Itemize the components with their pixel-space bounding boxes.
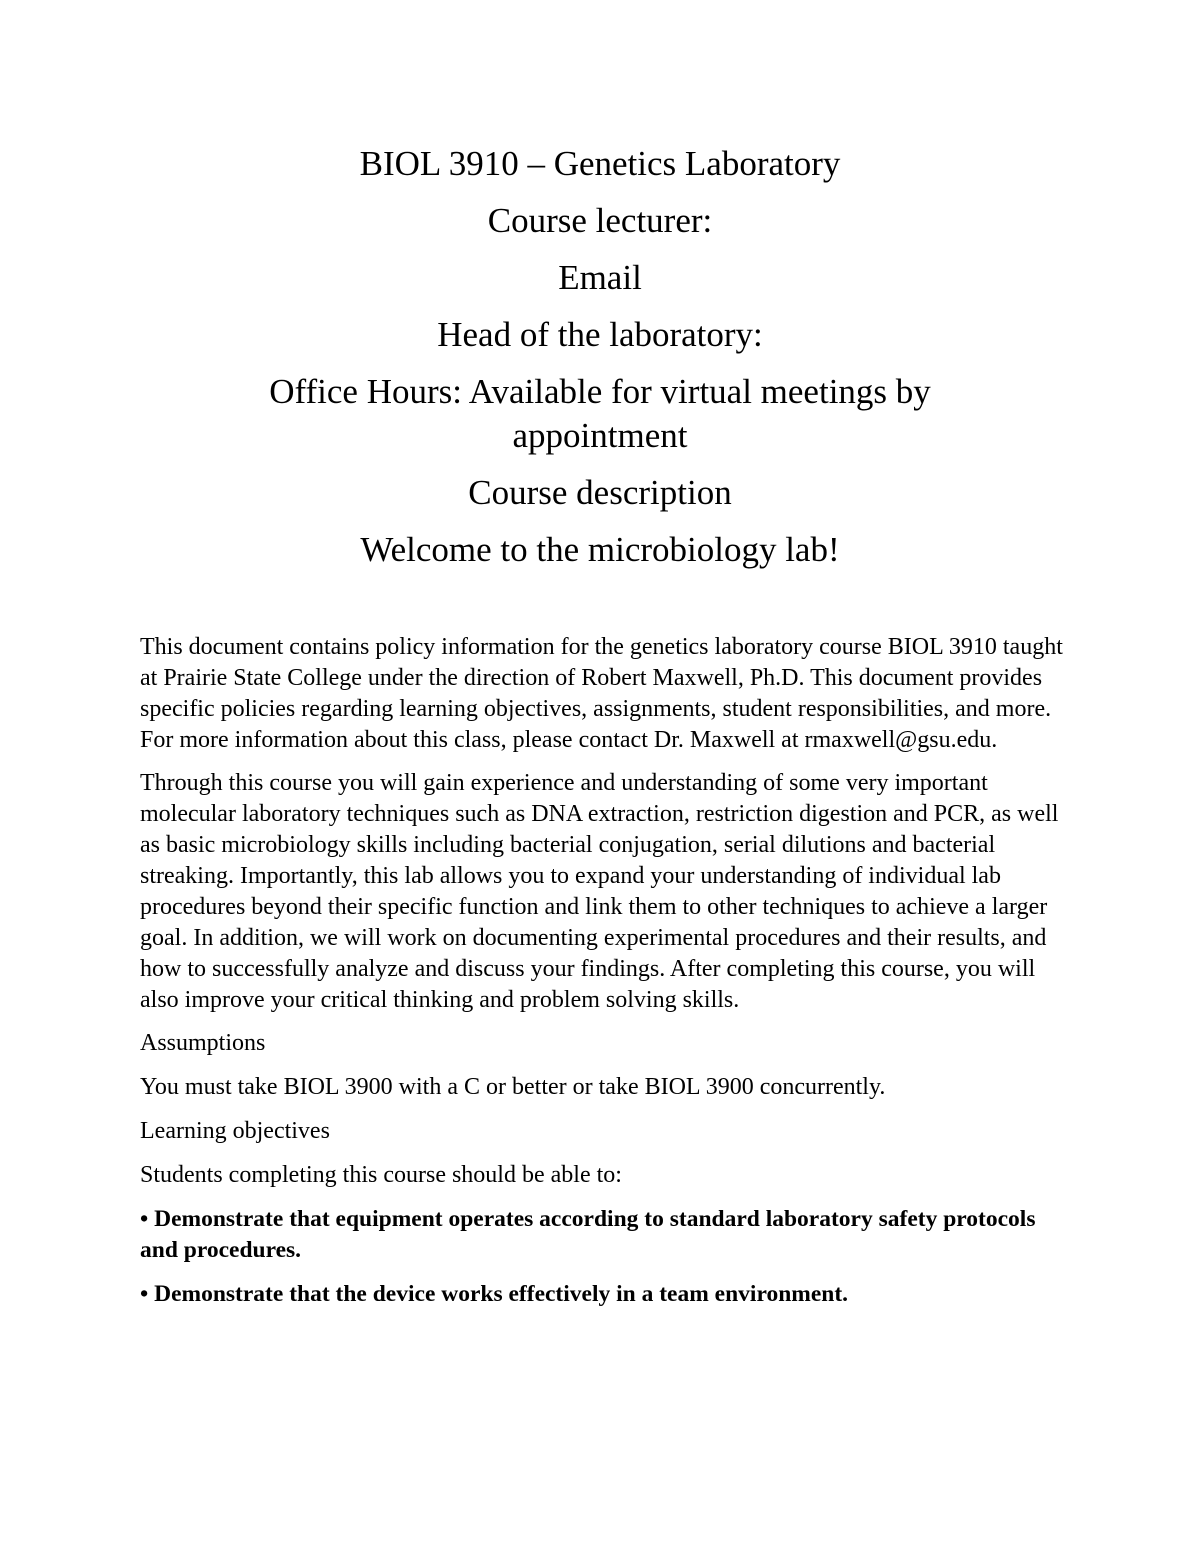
objective-text: Demonstrate that the device works effectively in a team environment. <box>154 1281 849 1307</box>
assumptions-text: You must take BIOL 3900 with a C or better or take BIOL 3900 concurrently. <box>140 1074 886 1100</box>
head-of-lab-label: Head of the laboratory: <box>437 315 763 354</box>
document-header <box>0 142 1200 585</box>
course-lecturer-label: Course lecturer: <box>487 201 713 240</box>
assumptions-heading: Assumptions <box>140 1030 266 1056</box>
objective-item <box>140 1279 1070 1310</box>
welcome-line: Welcome to the microbiology lab! <box>360 530 840 569</box>
learning-objectives-heading: Learning objectives <box>140 1118 330 1144</box>
bullet-marker: • <box>140 1281 149 1307</box>
bullet-marker: • <box>140 1206 149 1232</box>
email-label: Email <box>558 258 642 297</box>
intro-paragraph: This document contains policy information for the genetics laboratory course BIOL 3910 taught at Prairie State College under the direction of Robert Maxwell, Ph.D. This document provides specific policies regarding learning objectives, assignments, student responsibilities, and more. For more information about this class, please contact Dr. Maxwell at rmaxwell@gsu.edu. <box>140 634 1063 753</box>
document-body <box>140 632 1070 1323</box>
course-description-heading: Course description <box>468 473 732 512</box>
objective-text: Demonstrate that equipment operates according to standard laboratory safety protocols and procedures. <box>140 1206 1036 1263</box>
experience-paragraph: Through this course you will gain experience and understanding of some very important molecular laboratory techniques such as DNA extraction, restriction digestion and PCR, as well as basic microbiology skills including bacterial conjugation, serial dilutions and bacterial streaking. Importantly, this lab allows you to expand your understanding of individual lab procedures beyond their specific function and link them to other techniques to achieve a larger goal. In addition, we will work on documenting experimental procedures and their results, and how to successfully analyze and discuss your findings. After completing this course, you will also improve your critical thinking and problem solving skills. <box>140 770 1059 1013</box>
course-title: BIOL 3910 – Genetics Laboratory <box>359 144 841 183</box>
objectives-intro: Students completing this course should be able to: <box>140 1162 622 1188</box>
objective-item <box>140 1204 1070 1266</box>
office-hours: Office Hours: Available for virtual meetings by appointment <box>269 372 931 455</box>
